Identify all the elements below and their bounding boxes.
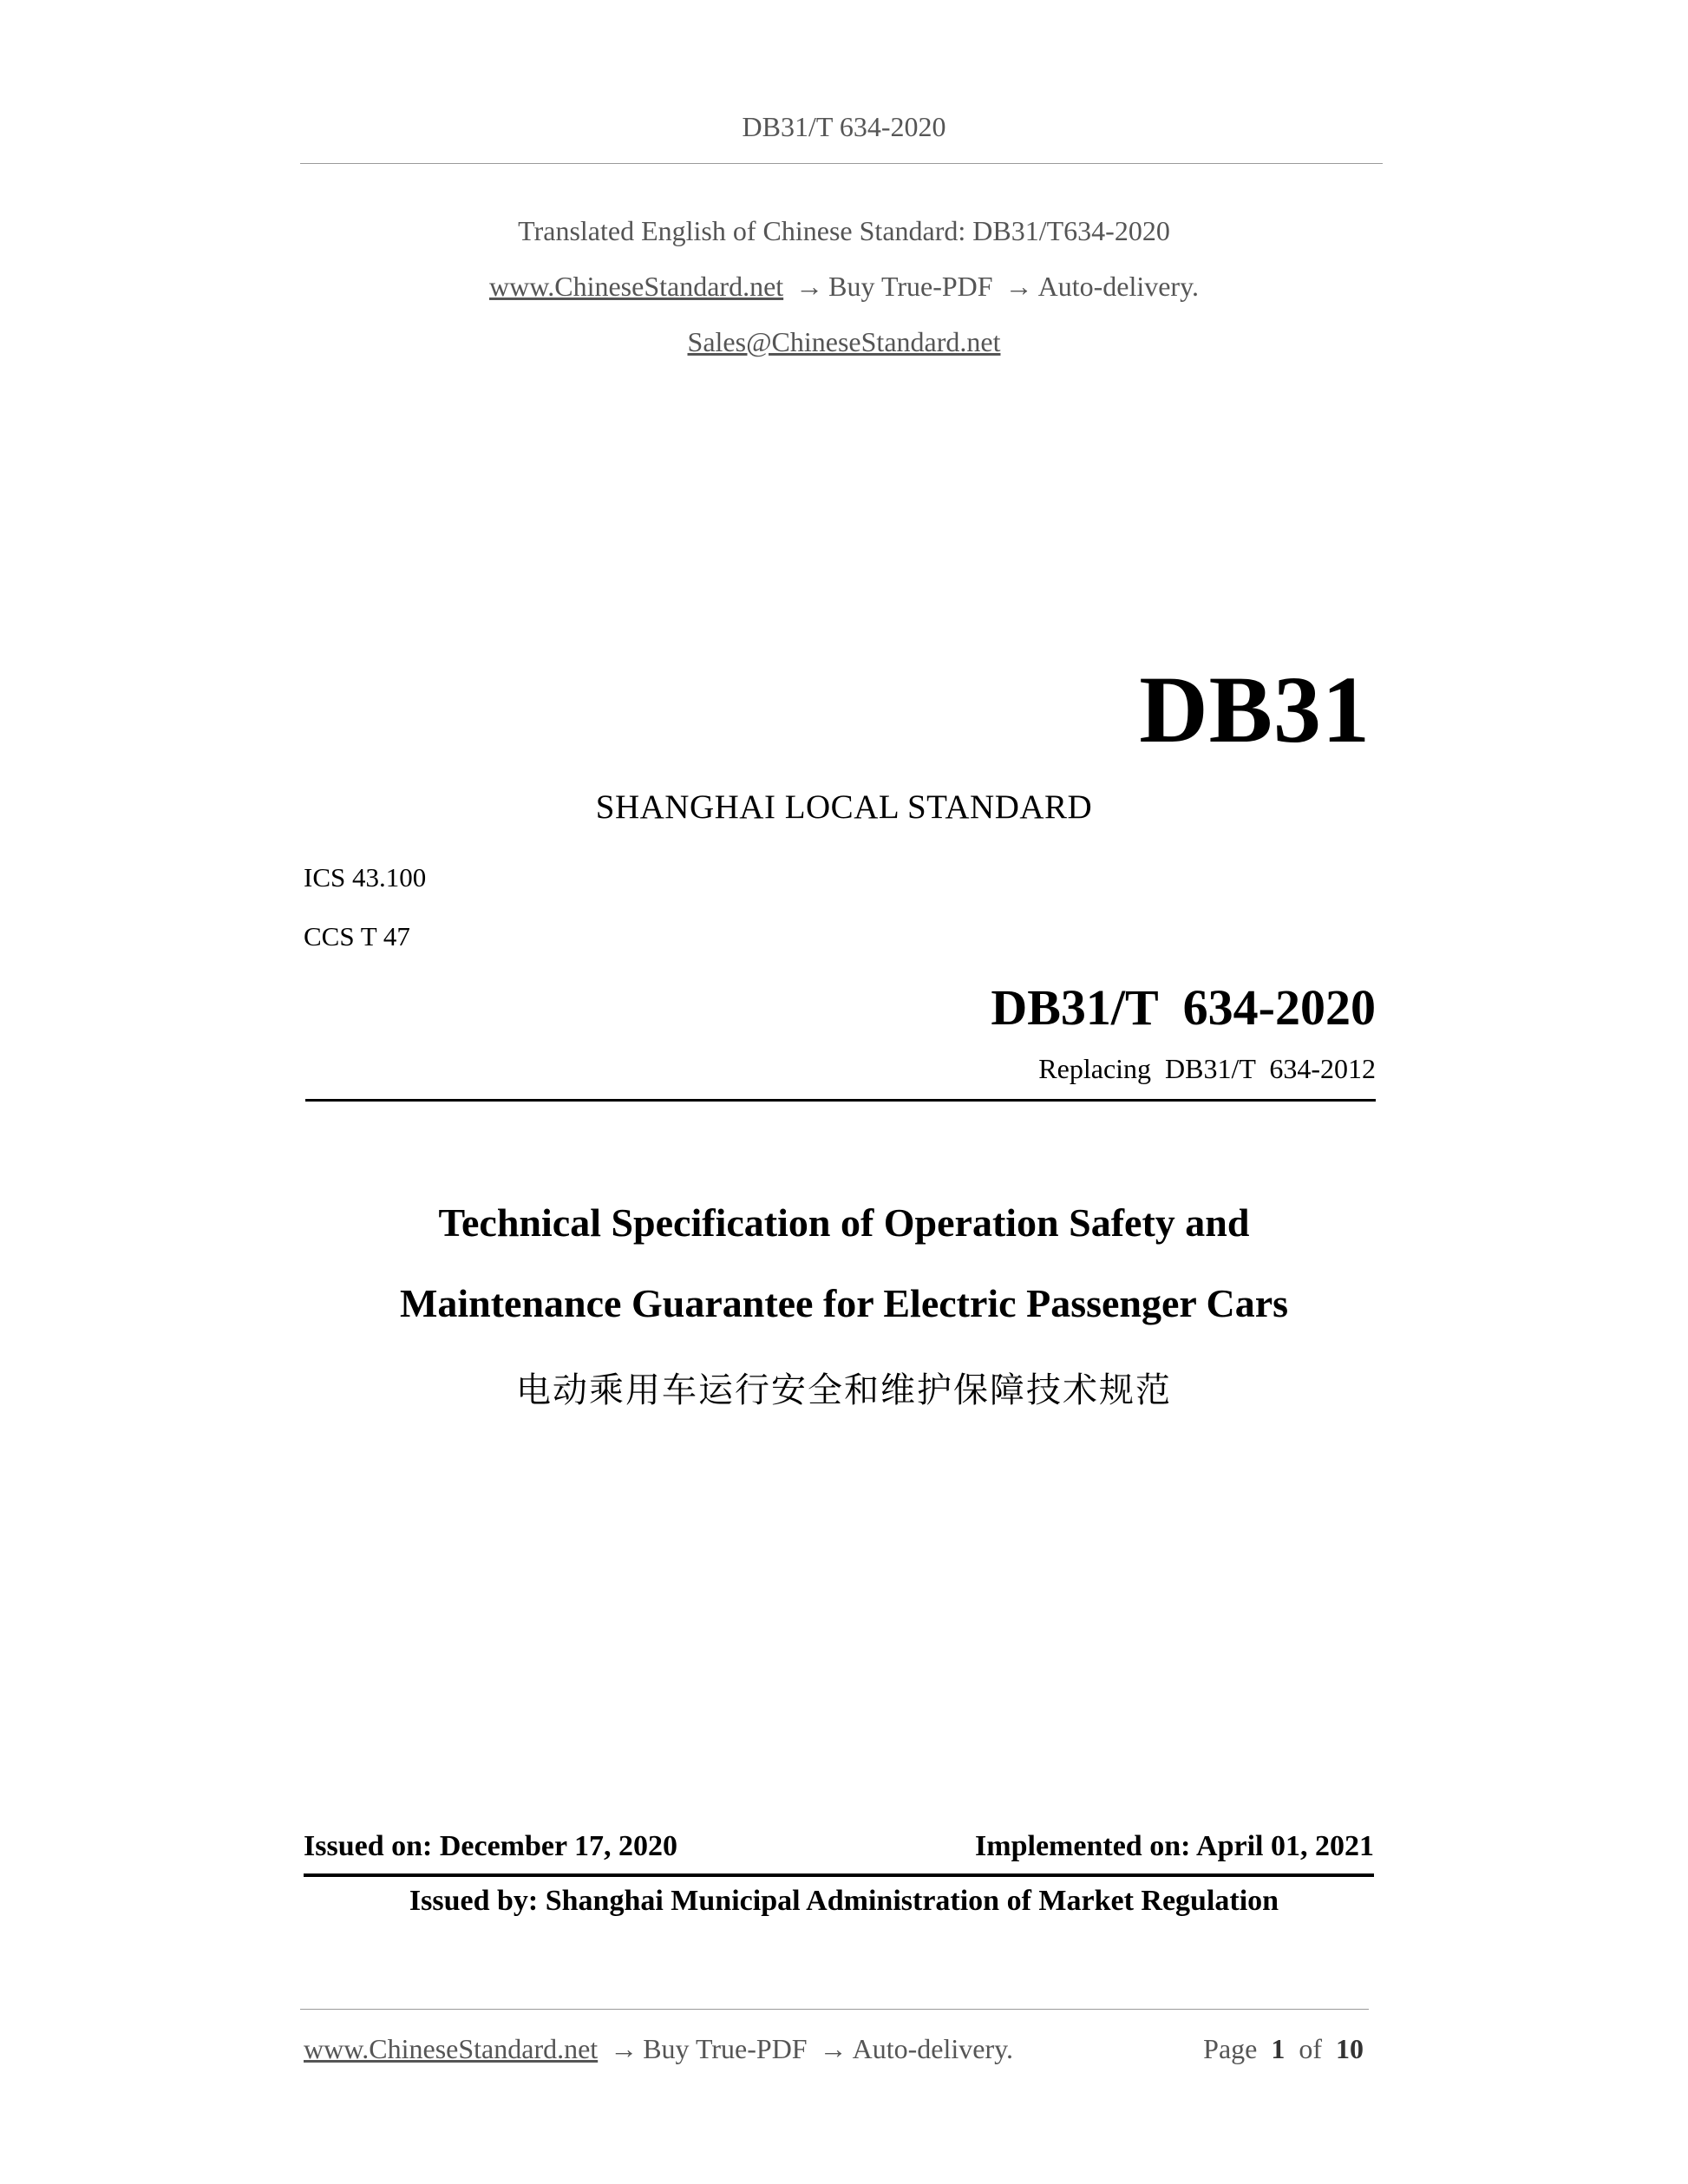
- translation-notice: Translated English of Chinese Standard: DB31/T634-2020: [518, 215, 1170, 246]
- page-current: 1: [1271, 2033, 1286, 2064]
- standard-number: DB31/T 634-2020: [991, 979, 1376, 1036]
- db31-logo: DB31: [1139, 657, 1371, 762]
- purchase-line: [0, 271, 1688, 303]
- page-of: of: [1299, 2033, 1322, 2064]
- sales-email-link[interactable]: Sales@ChineseStandard.net: [687, 326, 1001, 357]
- arrow-right-icon: →: [795, 271, 824, 302]
- dates-divider: [304, 1873, 1374, 1877]
- title-english-line-2: Maintenance Guarantee for Electric Passenger Cars: [399, 1281, 1289, 1325]
- footer-divider: [300, 2009, 1369, 2010]
- ics-code: ICS 43.100: [304, 862, 427, 893]
- footer-buy-text: Buy True-PDF: [643, 2033, 808, 2064]
- page-number: [1203, 2033, 1364, 2065]
- arrow-right-icon: →: [1004, 271, 1033, 302]
- ccs-code: CCS T 47: [304, 921, 410, 951]
- issuing-authority: Issued by: Shanghai Municipal Administration of Market Regulation: [409, 1885, 1279, 1917]
- buy-true-pdf-text: Buy True-PDF: [828, 271, 993, 302]
- issued-on-date: Issued on: December 17, 2020: [304, 1830, 677, 1862]
- sales-line: [0, 326, 1688, 358]
- footer-delivery-text: Auto-delivery.: [852, 2033, 1014, 2064]
- auto-delivery-text: Auto-delivery.: [1037, 271, 1199, 302]
- arrow-right-icon: →: [610, 2033, 638, 2064]
- website-link[interactable]: www.ChineseStandard.net: [488, 271, 784, 302]
- title-chinese: 电动乘用车运行安全和维护保障技术规范: [516, 1370, 1172, 1410]
- arrow-right-icon: →: [819, 2033, 847, 2064]
- running-header: DB31/T 634-2020: [742, 111, 946, 142]
- footer-website-link[interactable]: www.ChineseStandard.net: [304, 2033, 599, 2064]
- header-divider: [300, 163, 1383, 164]
- standard-type: SHANGHAI LOCAL STANDARD: [595, 788, 1093, 826]
- number-divider: [305, 1099, 1376, 1102]
- replacing-note: Replacing DB31/T 634-2012: [1038, 1053, 1376, 1084]
- implemented-on-date: Implemented on: April 01, 2021: [975, 1830, 1374, 1862]
- page-label: Page: [1203, 2033, 1258, 2064]
- page-total: 10: [1336, 2033, 1364, 2064]
- title-english-line-1: Technical Specification of Operation Safety and: [438, 1200, 1250, 1245]
- footer-purchase-line: [304, 2033, 1013, 2065]
